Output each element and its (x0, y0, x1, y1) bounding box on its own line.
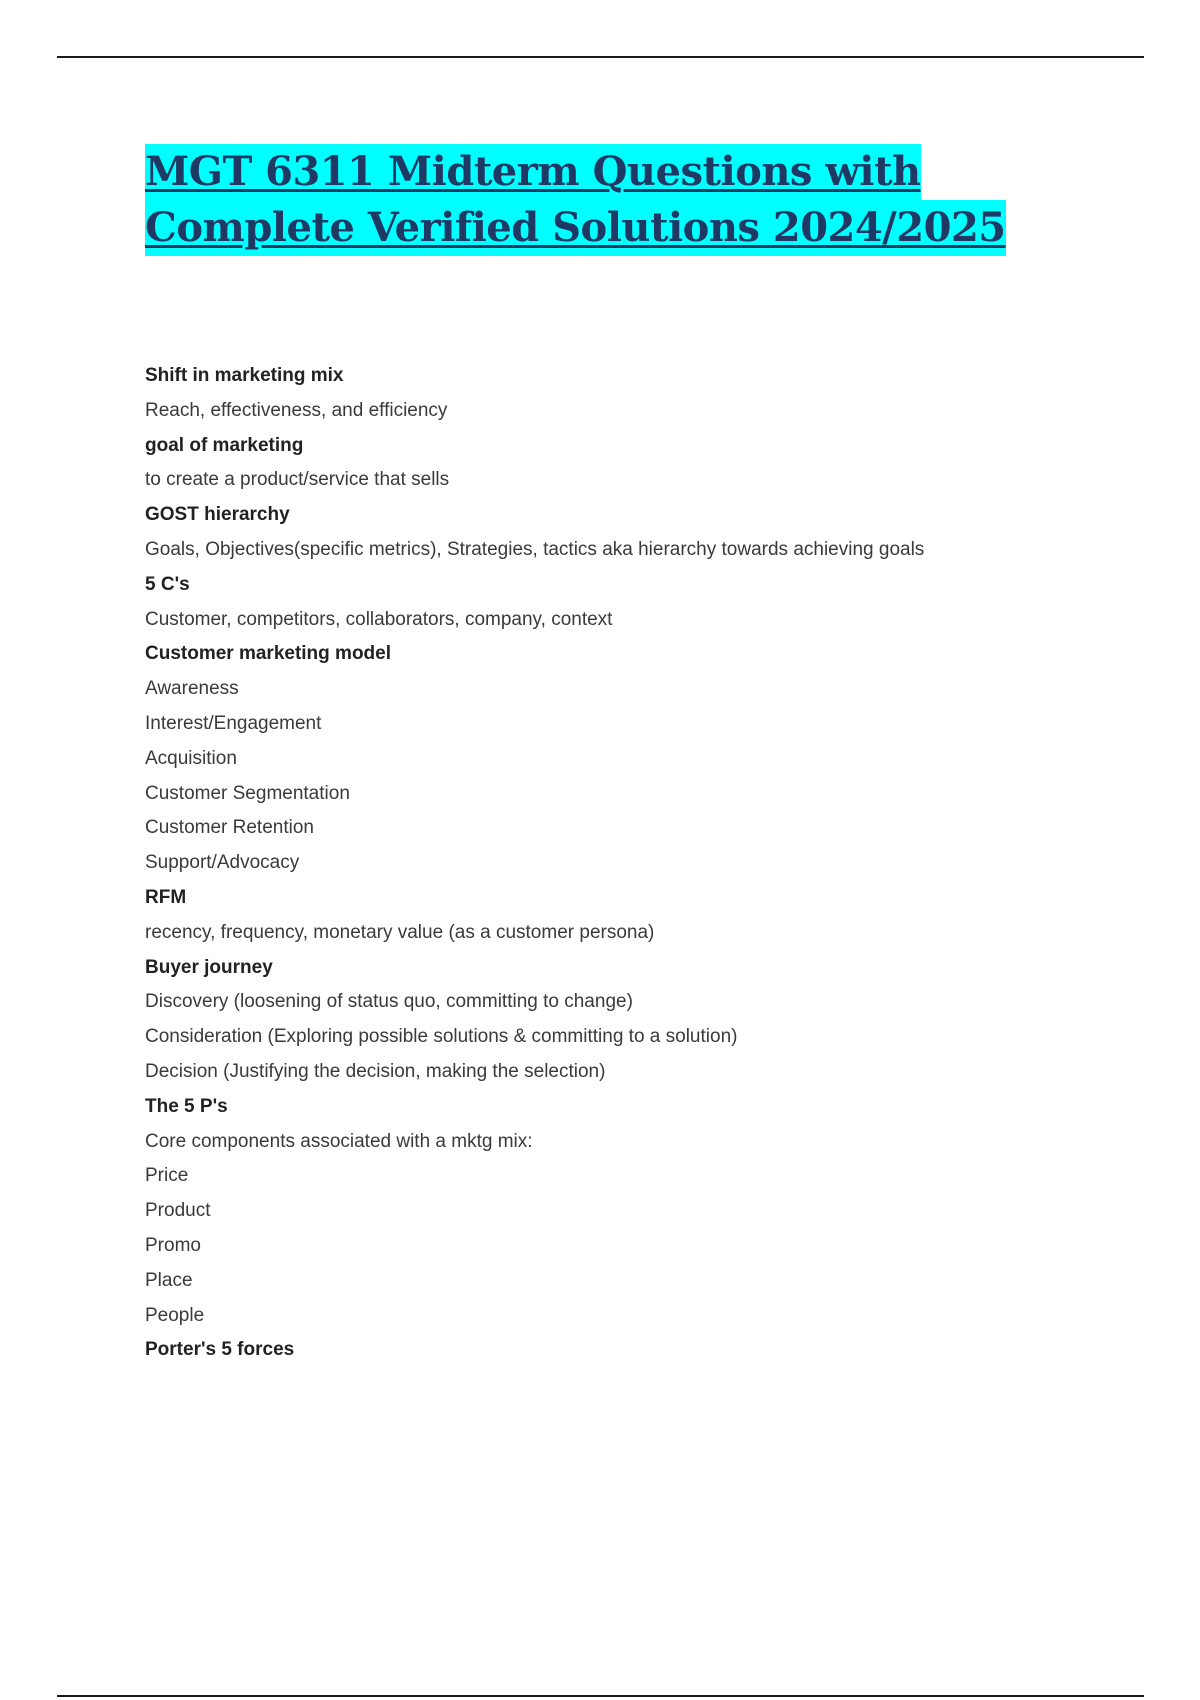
answer-line: Core components associated with a mktg mix: (145, 1130, 533, 1152)
document-title (145, 144, 1045, 256)
answer-line: People (145, 1304, 205, 1326)
question-term: RFM (145, 886, 187, 908)
question-term: GOST hierarchy (145, 504, 290, 526)
answer-line: Support/Advocacy (145, 852, 300, 874)
answer-line: Promo (145, 1234, 201, 1256)
question-term: Buyer journey (145, 956, 273, 978)
answer-line: Price (145, 1165, 189, 1187)
question-term: goal of marketing (145, 434, 304, 456)
answer-line: Awareness (145, 678, 239, 700)
answer-line: Place (145, 1269, 193, 1291)
answer-line: Consideration (Exploring possible solutions & committing to a solution) (145, 1026, 738, 1048)
question-term: Porter's 5 forces (145, 1339, 295, 1361)
answer-line: Acquisition (145, 747, 237, 769)
answer-line: recency, frequency, monetary value (as a customer persona) (145, 921, 655, 943)
answer-line: Reach, effectiveness, and efficiency (145, 399, 448, 421)
answer-line: Customer, competitors, collaborators, company, context (145, 608, 613, 630)
header-rule (57, 56, 1144, 58)
answer-line: to create a product/service that sells (145, 469, 450, 491)
question-term: Customer marketing model (145, 643, 391, 665)
question-term: Shift in marketing mix (145, 365, 344, 386)
title-line-2: Complete Verified Solutions 2024/2025 (145, 200, 1006, 256)
answer-line: Discovery (loosening of status quo, committing to change) (145, 991, 633, 1013)
answer-line: Decision (Justifying the decision, making the selection) (145, 1060, 606, 1082)
answer-line: Goals, Objectives(specific metrics), Strategies, tactics aka hierarchy towards achieving goals (145, 538, 925, 560)
flashcard-list (145, 362, 1145, 1371)
answer-line: Product (145, 1200, 211, 1222)
answer-line: Interest/Engagement (145, 712, 322, 734)
title-line-1: MGT 6311 Midterm Questions with (145, 144, 921, 200)
answer-line: Customer Segmentation (145, 782, 350, 804)
question-term: The 5 P's (145, 1095, 228, 1117)
answer-line: Customer Retention (145, 817, 314, 839)
footer-rule (57, 1695, 1144, 1697)
question-term: 5 C's (145, 573, 190, 595)
